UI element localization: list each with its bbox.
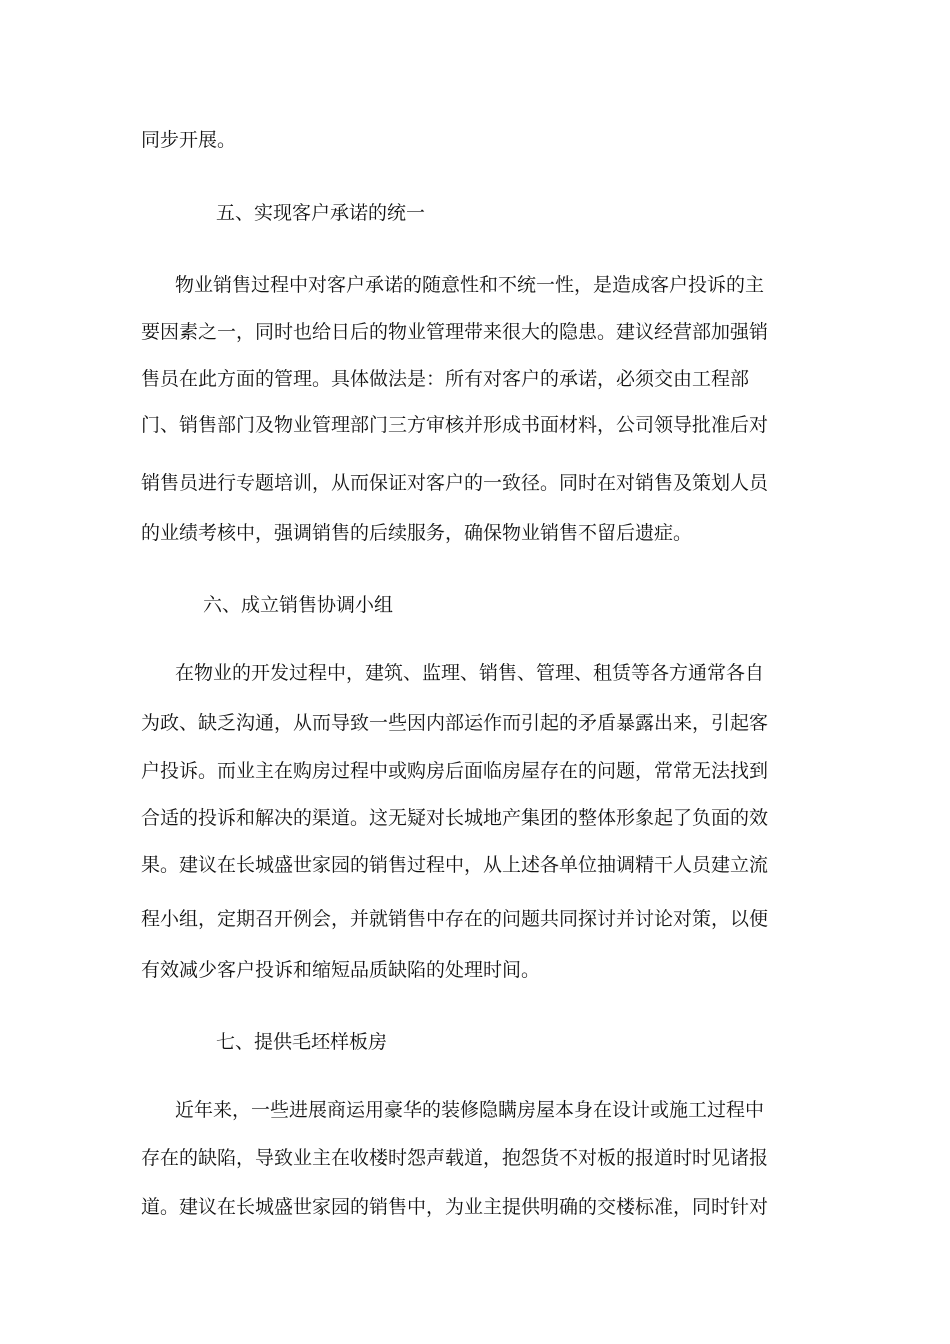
paragraph-line: 果。建议在长城盛世家园的销售过程中，从上述各单位抽调精干人员建立流 <box>141 854 769 876</box>
paragraph-line: 有效减少客户投诉和缩短品质缺陷的处理时间。 <box>141 959 541 981</box>
paragraph-line: 为政、缺乏沟通，从而导致一些因内部运作而引起的矛盾暴露出来，引起客 <box>141 712 769 734</box>
paragraph-line: 程小组，定期召开例会，并就销售中存在的问题共同探讨并讨论对策，以便 <box>141 908 769 930</box>
paragraph-line: 近年来，一些进展商运用豪华的装修隐瞒房屋本身在设计或施工过程中 <box>175 1099 765 1121</box>
paragraph-line: 物业销售过程中对客户承诺的随意性和不统一性，是造成客户投诉的主 <box>175 274 765 296</box>
paragraph-line: 在物业的开发过程中，建筑、监理、销售、管理、租赁等各方通常各自 <box>175 662 765 684</box>
paragraph-line: 存在的缺陷，导致业主在收楼时怨声载道，抱怨货不对板的报道时时见诸报 <box>141 1147 769 1169</box>
paragraph-line: 要因素之一，同时也给日后的物业管理带来很大的隐患。建议经营部加强销 <box>141 321 769 343</box>
paragraph-line: 门、销售部门及物业管理部门三方审核并形成书面材料，公司领导批准后对 <box>141 414 769 436</box>
paragraph-line: 的业绩考核中，强调销售的后续服务，确保物业销售不留后遗症。 <box>141 522 693 544</box>
paragraph-line: 同步开展。 <box>141 129 237 151</box>
section-heading-5: 五、实现客户承诺的统一 <box>216 202 426 224</box>
section-heading-6: 六、成立销售协调小组 <box>203 594 394 616</box>
paragraph-line: 道。建议在长城盛世家园的销售中，为业主提供明确的交楼标准，同时针对 <box>141 1196 769 1218</box>
paragraph-line: 销售员进行专题培训，从而保证对客户的一致径。同时在对销售及策划人员 <box>141 472 769 494</box>
paragraph-line: 合适的投诉和解决的渠道。这无疑对长城地产集团的整体形象起了负面的效 <box>141 807 769 829</box>
paragraph-line: 售员在此方面的管理。具体做法是：所有对客户的承诺，必须交由工程部 <box>141 368 750 390</box>
paragraph-line: 户投诉。而业主在购房过程中或购房后面临房屋存在的问题，常常无法找到 <box>141 760 769 782</box>
section-heading-7: 七、提供毛坯样板房 <box>216 1031 388 1053</box>
